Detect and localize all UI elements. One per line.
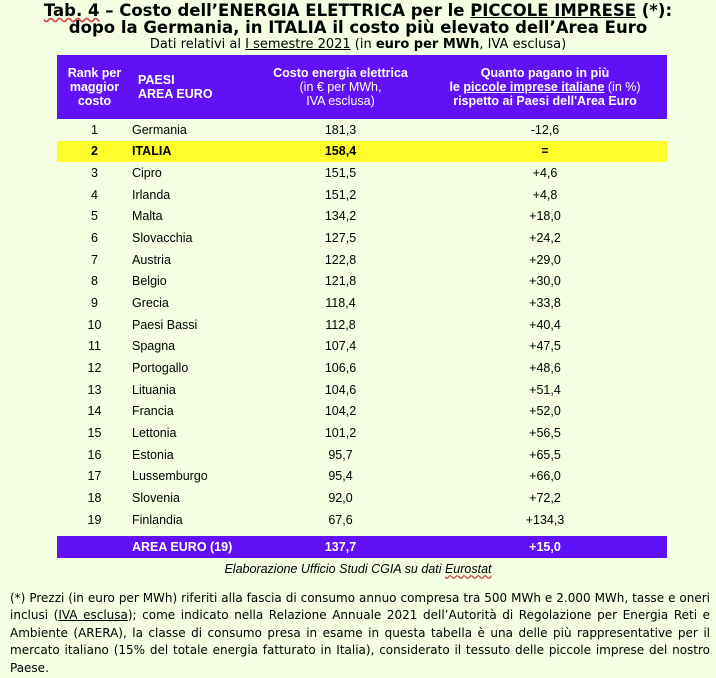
rank-cell: 8: [91, 274, 98, 289]
cost-cell: 151,5: [324, 166, 357, 181]
country-cell: ITALIA: [132, 141, 258, 163]
cost-cell: 106,6: [324, 361, 357, 376]
cost-cell: 67,6: [328, 512, 353, 527]
rank-cell: 3: [91, 166, 98, 181]
header-rank-line: maggior: [69, 80, 120, 94]
header-country-line: PAESI: [138, 73, 175, 87]
table-row: [57, 509, 667, 531]
subtitle-unit: euro per MWh: [375, 37, 480, 52]
table-row: [57, 206, 667, 228]
table-row: [57, 466, 667, 488]
source-note: [0, 562, 716, 576]
table-row: [57, 119, 667, 141]
rank-cell: 6: [91, 231, 98, 246]
cost-cell: 101,2: [324, 426, 357, 441]
header-diff-post: (in %): [604, 80, 641, 94]
country-cell: Lussemburgo: [132, 469, 208, 484]
country-cell: Spagna: [132, 339, 176, 354]
cost-cell: 95,4: [328, 469, 353, 484]
subtitle: [0, 37, 716, 52]
rank-cell: 5: [91, 209, 98, 224]
diff-cell: +24,2: [529, 231, 561, 246]
diff-cell: -12,6: [530, 122, 560, 137]
cost-cell: 151,2: [324, 187, 357, 202]
table-row: [57, 336, 667, 358]
diff-cell: +72,2: [529, 490, 561, 505]
header-cost: [258, 55, 423, 119]
footnote: [10, 590, 710, 677]
cost-cell: 104,2: [324, 404, 357, 419]
header-diff-line-1: Quanto pagano in più: [480, 66, 610, 80]
rank-cell: 10: [87, 317, 102, 332]
cost-cell: 134,2: [324, 209, 357, 224]
country-cell: Francia: [132, 404, 174, 419]
table-row: [57, 141, 667, 163]
subtitle-period: I semestre 2021: [245, 37, 351, 52]
header-diff-line-3: rispetto ai Paesi dell'Area Euro: [453, 94, 637, 108]
rank-cell: 9: [91, 296, 98, 311]
diff-cell: +56,5: [529, 426, 561, 441]
diff-cell: +4,8: [532, 187, 558, 202]
rank-cell: 15: [87, 426, 102, 441]
table-title: [0, 2, 716, 36]
rank-cell: 17: [87, 469, 102, 484]
header-cost-title: Costo energia elettrica: [273, 66, 408, 80]
rank-cell: 2: [57, 141, 132, 163]
cost-cell: 107,4: [324, 339, 357, 354]
cost-cell: 181,3: [324, 122, 357, 137]
rank-cell: 16: [87, 447, 102, 462]
table-row: [57, 401, 667, 423]
cost-cell: 112,8: [325, 317, 356, 332]
cost-cell: 104,6: [324, 382, 357, 397]
country-cell: Malta: [132, 209, 163, 224]
rank-cell: 7: [91, 252, 98, 267]
subtitle-prefix: Dati relativi al: [149, 37, 246, 52]
rank-cell: 11: [88, 339, 101, 354]
cost-cell: 122,8: [324, 252, 357, 267]
total-rank-cell: [57, 536, 132, 558]
table-row: [57, 422, 667, 444]
header-country-line: AREA EURO: [138, 87, 213, 101]
header-cost-sub: (in € per MWh,: [299, 80, 382, 94]
diff-cell: +52,0: [529, 404, 561, 419]
country-cell: Paesi Bassi: [132, 317, 198, 332]
subtitle-middle: (in: [350, 37, 376, 52]
diff-cell: +48,6: [529, 361, 561, 376]
rank-cell: 13: [87, 382, 102, 397]
source-prefix: Elaborazione Ufficio Studi CGIA su dati: [224, 562, 445, 576]
cost-cell: 95,7: [328, 447, 353, 462]
title-part-1: – Costo dell’ENERGIA ELETTRICA per le: [99, 1, 471, 20]
table-row: [57, 444, 667, 466]
diff-cell: +47,5: [529, 339, 561, 354]
header-diff: [423, 55, 667, 119]
cost-cell: 92,0: [328, 490, 353, 505]
source-name: Eurostat: [444, 562, 492, 576]
table-row: [57, 271, 667, 293]
table-row: [57, 184, 667, 206]
country-cell: Cipro: [132, 166, 162, 181]
footnote-part-1: (*) Prezzi (in euro per MWh) riferiti alla fascia di consumo annuo compresa tra 500 MWh e 2.000 MWh, tasse e oneri inclusi (: [10, 591, 710, 623]
cost-cell: 118,4: [325, 296, 356, 311]
rank-cell: 19: [87, 512, 102, 527]
country-cell: Slovenia: [132, 490, 180, 505]
header-country: [132, 55, 258, 119]
country-cell: Irlanda: [132, 187, 171, 202]
country-cell: Slovacchia: [132, 231, 193, 246]
country-cell: Finlandia: [132, 512, 183, 527]
country-cell: Lettonia: [132, 426, 177, 441]
total-diff: +15,0: [423, 536, 667, 558]
diff-cell: =: [423, 141, 667, 163]
table-row: [57, 314, 667, 336]
rank-cell: 4: [91, 187, 98, 202]
cost-table: [57, 55, 667, 558]
country-cell: Germania: [132, 122, 187, 137]
rank-cell: 1: [91, 122, 98, 137]
table-row: [57, 227, 667, 249]
country-cell: Estonia: [132, 447, 174, 462]
title-part-2: (*):: [636, 1, 673, 20]
title-underlined: PICCOLE IMPRESE: [470, 1, 636, 20]
table-footer: [57, 530, 667, 558]
country-cell: Austria: [132, 252, 171, 267]
diff-cell: +51,4: [529, 382, 561, 397]
header-diff-pre: le: [449, 80, 464, 94]
table-row: [57, 249, 667, 271]
rank-cell: 14: [87, 404, 102, 419]
subtitle-suffix: , IVA esclusa): [479, 37, 567, 52]
title-line-1: [0, 2, 716, 19]
header-cost-sub: IVA esclusa): [306, 94, 375, 108]
table-row: [57, 162, 667, 184]
diff-cell: +30,0: [529, 274, 561, 289]
header-rank-line: costo: [77, 94, 112, 108]
cost-cell: 127,5: [324, 231, 357, 246]
country-cell: Portogallo: [132, 361, 189, 376]
cost-cell: 158,4: [258, 141, 423, 163]
header-row: [57, 55, 667, 119]
title-line-2: dopo la Germania, in ITALIA il costo più elevato dell’Area Euro: [68, 18, 648, 37]
diff-cell: +66,0: [529, 469, 561, 484]
header-rank: [57, 55, 132, 119]
country-cell: Lituania: [132, 382, 176, 397]
table-row: [57, 487, 667, 509]
table-row: [57, 357, 667, 379]
table-row: [57, 379, 667, 401]
rank-cell: 18: [87, 490, 102, 505]
diff-cell: +18,0: [529, 209, 561, 224]
diff-cell: +65,5: [529, 447, 561, 462]
diff-cell: +33,8: [529, 296, 561, 311]
diff-cell: +134,3: [525, 512, 565, 527]
header-rank-line: Rank per: [67, 66, 122, 80]
total-country: AREA EURO (19): [132, 536, 258, 558]
footnote-part-2: ); come indicato nella Relazione Annuale 2021 dell’Autorità di Regolazione per Energia Reti e Ambiente (ARERA), la classe di consumo presa in esame in questa tabella è una delle più rappresentative per il mercato italiano (15% del totale energia fatturato in Italia), considerato il tessuto delle piccole imprese del nostro Paese.: [10, 608, 710, 675]
diff-cell: +4,6: [532, 166, 558, 181]
diff-cell: +29,0: [529, 252, 561, 267]
table-row: [57, 292, 667, 314]
total-cost: 137,7: [258, 536, 423, 558]
tab-label: Tab. 4: [43, 1, 100, 20]
country-cell: Grecia: [132, 296, 169, 311]
country-cell: Belgio: [132, 274, 167, 289]
cost-cell: 121,8: [324, 274, 357, 289]
rank-cell: 12: [87, 361, 102, 376]
total-row: [57, 536, 667, 558]
diff-cell: +40,4: [529, 317, 561, 332]
footnote-underlined: IVA esclusa: [58, 608, 128, 623]
table-body: [57, 119, 667, 530]
header-diff-line-2: [423, 80, 667, 94]
header-diff-underlined: piccole imprese italiane: [463, 80, 605, 94]
